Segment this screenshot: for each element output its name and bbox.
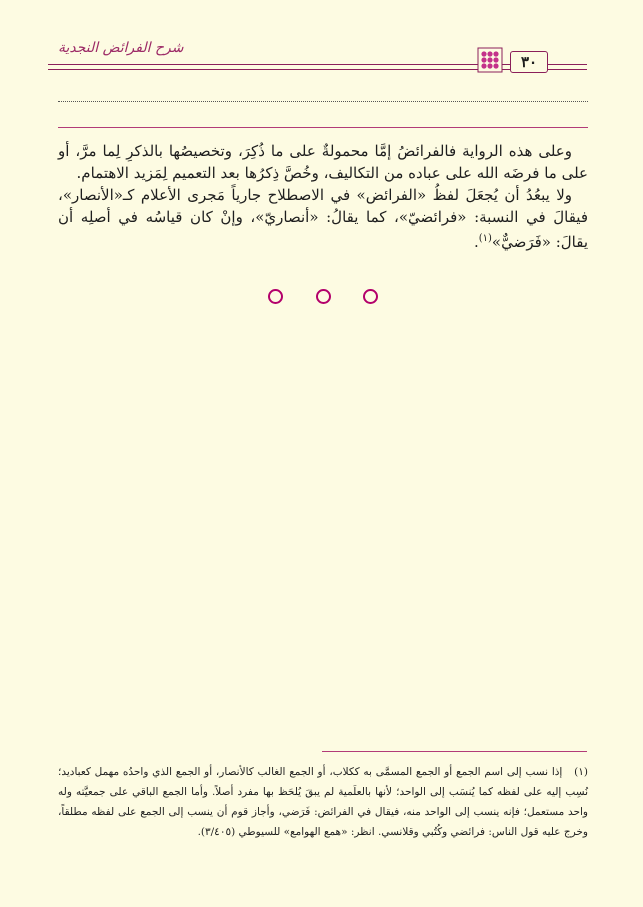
- paragraph-1: وعلى هذه الرواية فالفرائضُ إمَّا محمولةٌ على ما ذُكِرَ، وتخصيصُها بالذكرِ لِما مرَّ، أو على ما فرضَه الله على عباده من التكاليف، وخُصَّ ذِكرُها بعد التعميم لِمَزيد الاهتمام.: [58, 142, 588, 182]
- page-number: ٣٠: [510, 51, 548, 73]
- footnote-text: إذا نسب إلى اسم الجمع أو الجمع المسمَّى به ككلاب، أو الجمع الغالب كالأنصار، أو الجمع الذي واحدُه مهمل كعباديد؛ نُسِب إليه على لفظه كما يُنسَب إلى الواحد؛ لأنها بالعلَمية لم يبقَ يُلحَظ بها مفرد أصلاً. وأما الجمع الباقي على جمعيَّته وله واحد مستعمل؛ فإنه ينسب إلى الواحد منه، فيقال في الفرائض: فَرَضي، وأجاز قوم أن ينسب إلى الجمع على لفظه مطلقاً، وخرج عليه قول الناس: فرائضي وكُتُبي وقلانسي. انظر: «همع الهوامع» للسيوطي (٣/٤٠٥).: [58, 766, 588, 838]
- footnote-rule: [322, 751, 587, 752]
- circle-ornament-icon: [316, 289, 331, 304]
- header-rule-bottom: [48, 69, 587, 70]
- dotted-divider: [58, 101, 588, 103]
- footnote-reference: (١): [478, 233, 492, 244]
- circle-ornament-icon: [268, 289, 283, 304]
- footnote-number: (١): [574, 766, 588, 778]
- footnotes: [58, 762, 588, 842]
- ornament-icon: [477, 47, 503, 73]
- section-separator: [268, 289, 378, 305]
- paragraph-2: ولا يبعُدُ أن يُجعَلَ لفظُ «الفرائض» في الاصطلاح جارياً مَجرى الأعلام كـ«الأنصار»، فيقالَ في النسبة: «فرائضيّ»، كما يقالُ: «أنصاريّ»، وإنْ كان قياسُه في أصلِه أن يقالَ: «فَرَضيٌّ»$^{(١)}$.: [58, 186, 588, 251]
- header-rule-top: [48, 64, 587, 65]
- paragraph-2-text: ولا يبعُدُ أن يُجعَلَ لفظُ «الفرائض» في الاصطلاح جارياً مَجرى الأعلام كـ«الأنصار»، فيقالَ في النسبة: «فرائضيّ»، كما يقالُ: «أنصاريّ»، وإنْ كان قياسُه في أصلِه أن يقالَ: «فَرَضيٌّ»: [58, 186, 588, 251]
- footnote-item: [58, 762, 588, 842]
- section-rule: [58, 127, 588, 128]
- circle-ornament-icon: [363, 289, 378, 304]
- running-book-title: شرح الفرائض النجدية: [58, 40, 184, 56]
- main-text: [58, 140, 588, 253]
